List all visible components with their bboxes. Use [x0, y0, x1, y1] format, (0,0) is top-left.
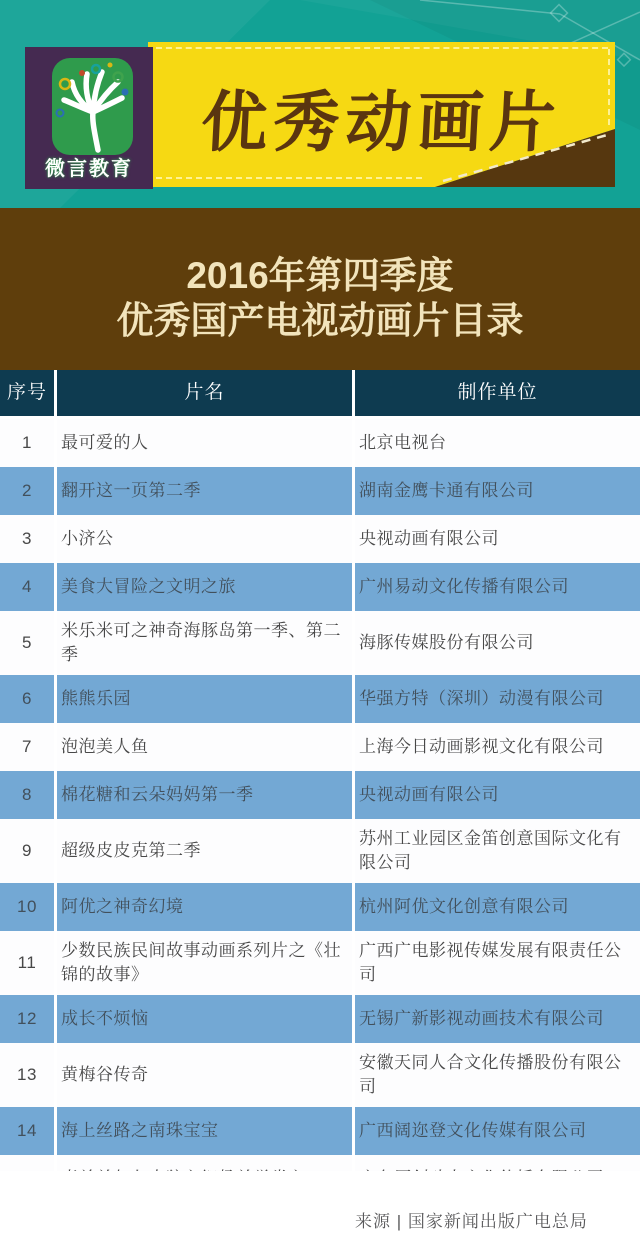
footer [0, 1171, 640, 1244]
film-title: 翻开这一页第二季 [57, 467, 352, 515]
row-number: 10 [0, 883, 54, 931]
table-header-row [0, 370, 640, 416]
row-number: 1 [0, 419, 54, 467]
table-row [0, 675, 640, 723]
column-header-no: 序号 [0, 370, 54, 416]
row-number: 9 [0, 819, 54, 883]
producer-name: 杭州阿优文化创意有限公司 [355, 883, 640, 931]
film-title: 米乐米可之神奇海豚岛第一季、第二季 [57, 611, 352, 675]
producer-name: 广西阔迩登文化传媒有限公司 [355, 1107, 640, 1155]
table-row [0, 931, 640, 995]
film-title: 小济公 [57, 515, 352, 563]
source-attribution: 来源 | 国家新闻出版广电总局 [355, 1212, 588, 1231]
producer-name: 北京电视台 [355, 419, 640, 467]
row-number: 8 [0, 771, 54, 819]
row-number: 2 [0, 467, 54, 515]
producer-name: 海豚传媒股份有限公司 [355, 611, 640, 675]
table-row [0, 723, 640, 771]
film-title: 阿优之神奇幻境 [57, 883, 352, 931]
table-row [0, 995, 640, 1043]
film-title: 泡泡美人鱼 [57, 723, 352, 771]
film-title: 熊熊乐园 [57, 675, 352, 723]
producer-name: 广州易动文化传播有限公司 [355, 563, 640, 611]
film-title: 成长不烦恼 [57, 995, 352, 1043]
producer-name: 无锡广新影视动画技术有限公司 [355, 995, 640, 1043]
table-row [0, 771, 640, 819]
row-number: 3 [0, 515, 54, 563]
film-title: 超级皮皮克第二季 [57, 819, 352, 883]
hero-header [0, 0, 640, 208]
producer-name: 央视动画有限公司 [355, 515, 640, 563]
page-title-line2: 优秀国产电视动画片目录 [116, 300, 524, 341]
column-header-title: 片名 [57, 370, 352, 416]
film-title: 黄梅谷传奇 [57, 1043, 352, 1107]
table-row [0, 419, 640, 467]
row-number: 5 [0, 611, 54, 675]
producer-name: 央视动画有限公司 [355, 771, 640, 819]
film-title: 美食大冒险之文明之旅 [57, 563, 352, 611]
title-band [0, 208, 640, 370]
row-number: 7 [0, 723, 54, 771]
table-row [0, 1043, 640, 1107]
producer-name: 广西广电影视传媒发展有限责任公司 [355, 931, 640, 995]
banner-title: 优秀动画片 [199, 85, 564, 159]
column-header-producer: 制作单位 [355, 370, 640, 416]
producer-name: 苏州工业园区金笛创意国际文化有限公司 [355, 819, 640, 883]
row-number: 11 [0, 931, 54, 995]
film-title: 最可爱的人 [57, 419, 352, 467]
table-row [0, 563, 640, 611]
row-number: 12 [0, 995, 54, 1043]
producer-name: 上海今日动画影视文化有限公司 [355, 723, 640, 771]
table-row [0, 883, 640, 931]
row-number: 6 [0, 675, 54, 723]
row-number: 13 [0, 1043, 54, 1107]
producer-name: 华强方特（深圳）动漫有限公司 [355, 675, 640, 723]
producer-name: 湖南金鹰卡通有限公司 [355, 467, 640, 515]
page-title-line1: 2016年第四季度 [186, 255, 454, 296]
dandelion-icon [52, 58, 133, 155]
weiyan-education-logo [25, 47, 153, 189]
logo-label: 微言教育 [45, 158, 133, 180]
table-row [0, 1107, 640, 1155]
film-title: 棉花糖和云朵妈妈第一季 [57, 771, 352, 819]
table-row [0, 819, 640, 883]
table-row [0, 611, 640, 675]
table-row [0, 515, 640, 563]
film-title: 少数民族民间故事动画系列片之《壮锦的故事》 [57, 931, 352, 995]
row-number: 14 [0, 1107, 54, 1155]
producer-name: 安徽天同人合文化传播股份有限公司 [355, 1043, 640, 1107]
table-row [0, 467, 640, 515]
table-body [0, 419, 640, 1203]
film-title: 海上丝路之南珠宝宝 [57, 1107, 352, 1155]
row-number: 4 [0, 563, 54, 611]
